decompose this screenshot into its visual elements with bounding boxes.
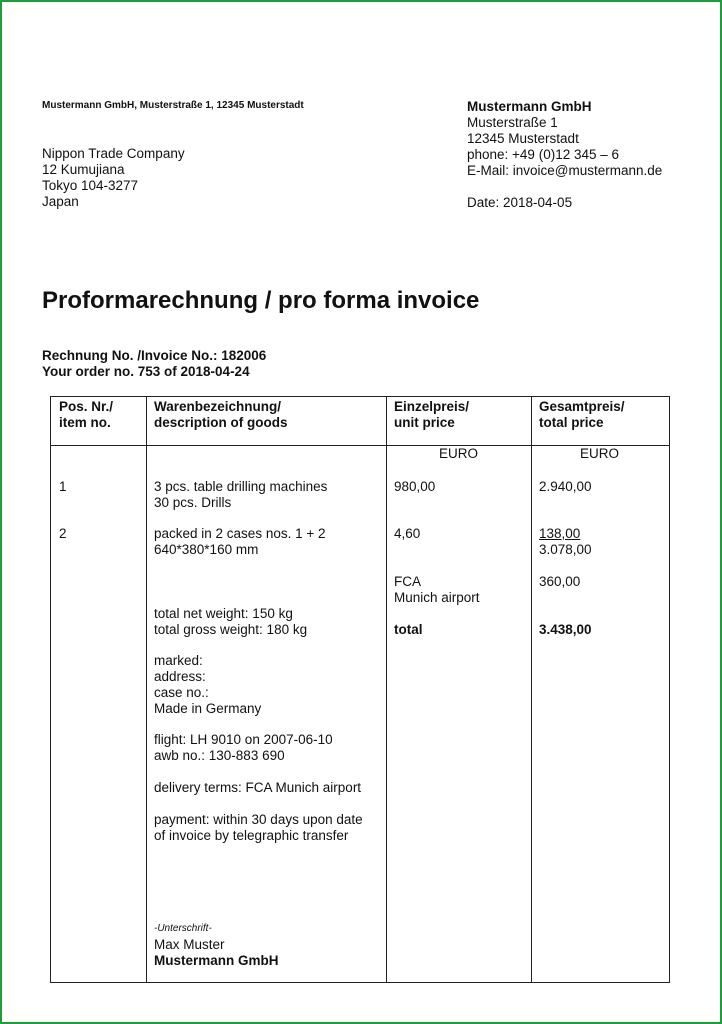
header-desc-line2: description of goods (154, 415, 288, 430)
signature-block (154, 921, 279, 969)
header-pos (59, 399, 113, 431)
total-label: total (394, 622, 423, 637)
invoice-number: Rechnung No. /Invoice No.: 182006 (42, 348, 267, 363)
fca-amount: 360,00 (539, 574, 581, 589)
invoice-references (42, 348, 266, 380)
header-total-price (539, 399, 625, 431)
item-1-pos: 1 (59, 479, 67, 494)
subtotal-value: 3.078,00 (539, 542, 592, 557)
made-in-label: Made in Germany (154, 701, 262, 716)
item-2-desc-line2: 640*380*160 mm (154, 542, 259, 557)
header-unit-price (394, 399, 469, 431)
header-unit-line2: unit price (394, 415, 455, 430)
address-label: address: (154, 669, 206, 684)
net-weight: total net weight: 150 kg (154, 606, 293, 621)
flight-info (154, 732, 333, 764)
weights (154, 606, 307, 638)
item-2-total-value: 138,00 (539, 526, 581, 541)
item-1-unit-price: 980,00 (394, 479, 436, 494)
company-phone: phone: +49 (0)12 345 – 6 (467, 147, 620, 162)
item-2-desc-line1: packed in 2 cases nos. 1 + 2 (154, 526, 326, 541)
flight-line: flight: LH 9010 on 2007-06-10 (154, 732, 333, 747)
header-unit-line1: Einzelpreis/ (394, 399, 470, 414)
item-2-pos: 2 (59, 526, 67, 541)
payment-line2: of invoice by telegraphic transfer (154, 828, 349, 843)
recipient-city: Tokyo 104-3277 (42, 178, 139, 193)
item-2-total-price (539, 526, 592, 558)
signer-company: Mustermann GmbH (154, 953, 279, 968)
company-email: E-Mail: invoice@mustermann.de (467, 163, 663, 178)
company-address (467, 99, 662, 179)
signer-name: Max Muster (154, 937, 225, 952)
fca-label (394, 574, 480, 606)
item-1-description (154, 479, 327, 511)
item-2-unit-price: 4,60 (394, 526, 421, 541)
marked-label: marked: (154, 653, 203, 668)
item-2-description (154, 526, 326, 558)
header-total-line1: Gesamtpreis/ (539, 399, 625, 414)
recipient-name: Nippon Trade Company (42, 146, 185, 161)
sender-return-address: Mustermann GmbH, Musterstraße 1, 12345 Musterstadt (42, 100, 304, 111)
signature-label: -Unterschrift- (154, 923, 212, 934)
gross-weight: total gross weight: 180 kg (154, 622, 308, 637)
company-name: Mustermann GmbH (467, 99, 592, 114)
header-pos-line1: Pos. Nr./ (59, 399, 114, 414)
recipient-street: 12 Kumujiana (42, 162, 125, 177)
item-1-desc-line2: 30 pcs. Drills (154, 495, 232, 510)
header-description (154, 399, 288, 431)
company-street: Musterstraße 1 (467, 115, 558, 130)
fca-line2: Munich airport (394, 590, 480, 605)
delivery-terms: delivery terms: FCA Munich airport (154, 780, 362, 795)
page-title: Proformarechnung / pro forma invoice (42, 287, 480, 314)
header-pos-line2: item no. (59, 415, 111, 430)
payment-line1: payment: within 30 days upon date (154, 812, 363, 827)
case-no-label: case no.: (154, 685, 209, 700)
total-amount: 3.438,00 (539, 622, 592, 637)
invoice-table (50, 396, 670, 983)
fca-line1: FCA (394, 574, 421, 589)
recipient-country: Japan (42, 194, 79, 209)
recipient-address (42, 146, 185, 210)
header-total-line2: total price (539, 415, 604, 430)
payment-terms (154, 812, 363, 844)
marking-info (154, 653, 261, 717)
currency-unit-price: EURO (439, 446, 479, 461)
invoice-date: Date: 2018-04-05 (467, 195, 573, 210)
company-city: 12345 Musterstadt (467, 131, 579, 146)
order-number: Your order no. 753 of 2018-04-24 (42, 364, 250, 379)
item-1-desc-line1: 3 pcs. table drilling machines (154, 479, 328, 494)
item-1-total-price: 2.940,00 (539, 479, 592, 494)
header-desc-line1: Warenbezeichnung/ (154, 399, 282, 414)
header-divider (51, 445, 669, 446)
column-divider (386, 397, 387, 982)
column-divider (146, 397, 147, 982)
currency-total-price: EURO (580, 446, 620, 461)
column-divider (531, 397, 532, 982)
awb-line: awb no.: 130-883 690 (154, 748, 285, 763)
